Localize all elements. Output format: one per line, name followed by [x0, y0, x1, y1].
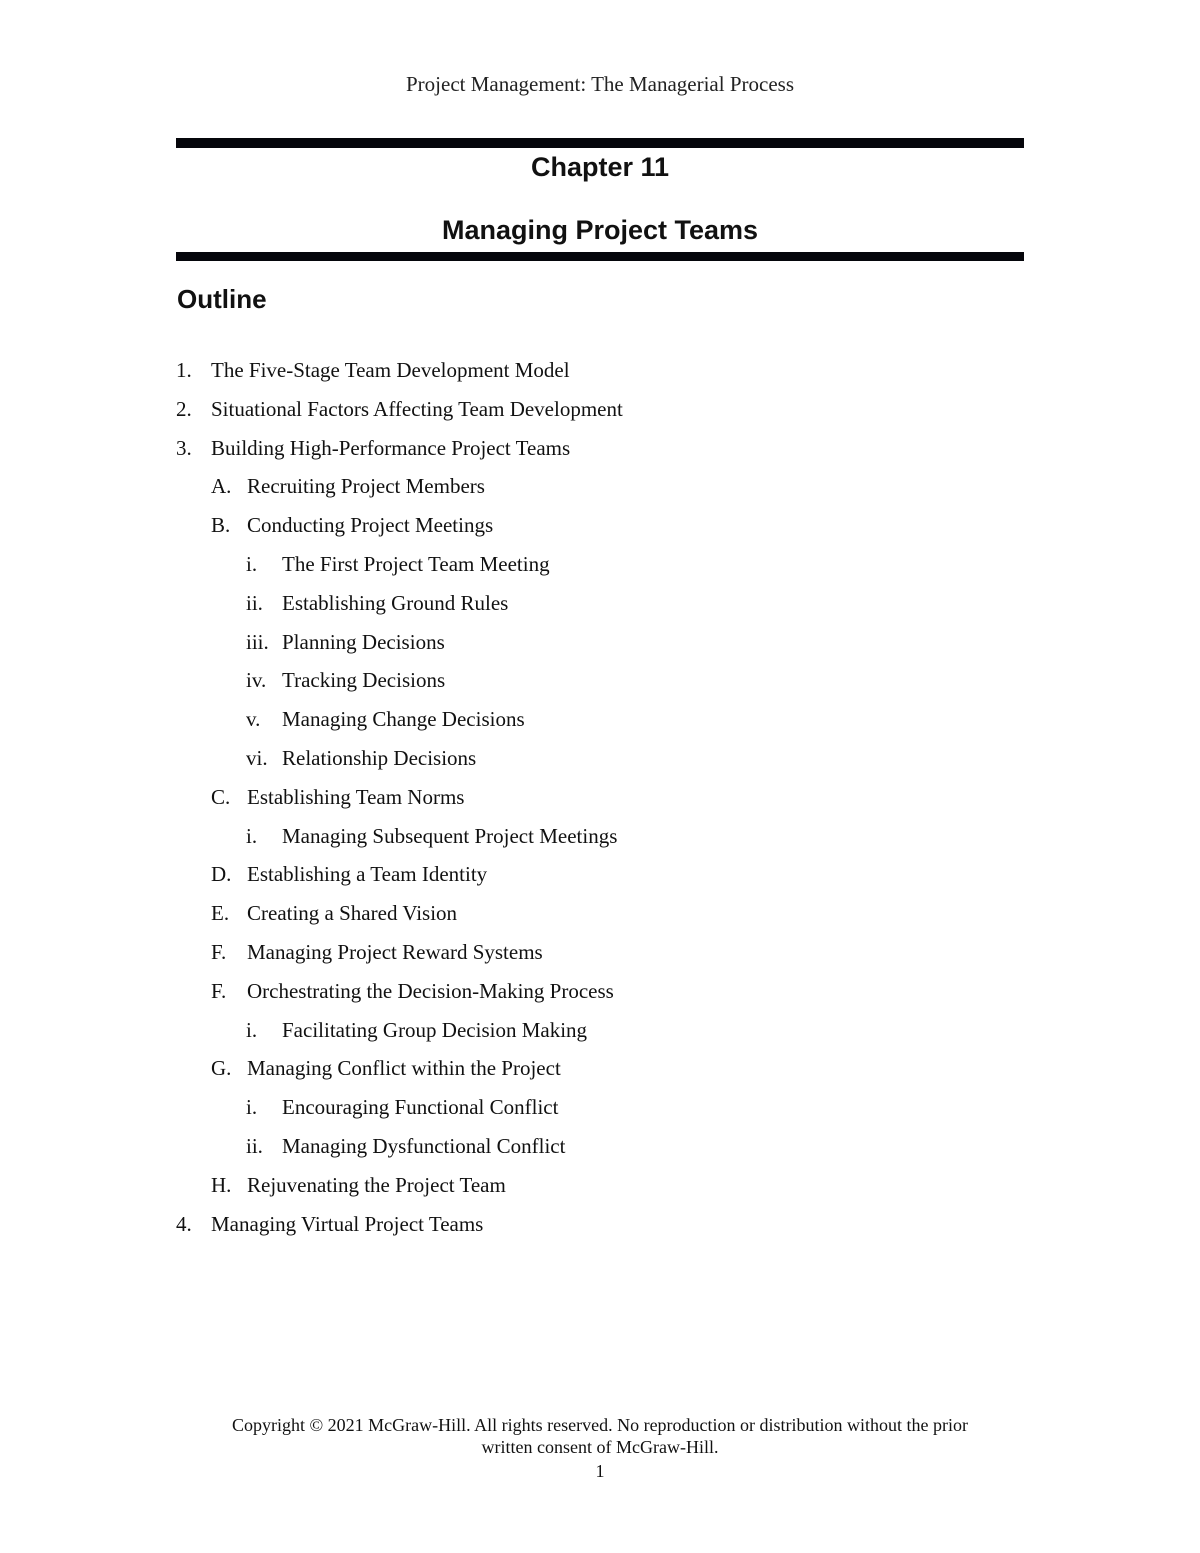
outline-item-text: Managing Project Reward Systems	[247, 939, 543, 964]
outline-item-text: The Five-Stage Team Development Model	[211, 358, 570, 382]
title-rule-bottom	[176, 252, 1024, 261]
outline-item-marker: i.	[246, 1017, 258, 1042]
copyright-line-2: written consent of McGraw-Hill.	[481, 1437, 719, 1457]
outline-item-marker: v.	[246, 707, 261, 732]
running-header: Project Management: The Managerial Process	[406, 72, 794, 96]
page-footer	[0, 1414, 1200, 1482]
outline-item-text: Orchestrating the Decision-Making Process	[247, 978, 614, 1003]
outline-item-marker: A.	[211, 474, 232, 499]
outline-item-text: Managing Dysfunctional Conflict	[282, 1133, 566, 1158]
outline-item-marker: iv.	[246, 668, 267, 693]
outline-item-text: Situational Factors Affecting Team Development	[211, 396, 623, 421]
outline-item-marker: i.	[246, 551, 258, 576]
copyright-line-1: Copyright © 2021 McGraw-Hill. All rights reserved. No reproduction or distribution without the prior	[231, 1415, 969, 1435]
outline-item-text: Recruiting Project Members	[247, 474, 485, 499]
outline-item-marker: E.	[211, 901, 230, 926]
outline-item-marker: i.	[246, 823, 258, 848]
outline-item-text: Managing Change Decisions	[282, 707, 525, 732]
outline-item-text: Establishing Ground Rules	[282, 590, 509, 615]
outline-item-marker: ii.	[246, 590, 263, 615]
outline-item-text: Encouraging Functional Conflict	[282, 1095, 559, 1120]
outline-item-text: Managing Virtual Project Teams	[211, 1211, 484, 1236]
outline-item-marker: 1.	[176, 358, 192, 382]
outline-item-marker: B.	[211, 513, 231, 538]
chapter-number: Chapter 11	[530, 152, 670, 182]
outline-item-text: Relationship Decisions	[282, 745, 477, 770]
title-rule-top	[176, 138, 1024, 148]
outline-item-text: Managing Subsequent Project Meetings	[282, 823, 618, 848]
outline-item-marker: C.	[211, 784, 231, 809]
outline-item-marker: ii.	[246, 1133, 263, 1158]
page-number: 1	[595, 1461, 605, 1481]
outline-item-text: Establishing Team Norms	[247, 784, 465, 809]
outline-item-text: Tracking Decisions	[282, 668, 446, 693]
outline-item-marker: F.	[211, 939, 227, 964]
outline-item-text: Conducting Project Meetings	[247, 513, 494, 538]
outline-item-text: Rejuvenating the Project Team	[247, 1172, 506, 1197]
outline-item-marker: G.	[211, 1056, 232, 1081]
outline-item-marker: D.	[211, 862, 232, 887]
outline-item-marker: vi.	[246, 745, 268, 770]
outline-item-marker: iii.	[246, 629, 269, 654]
chapter-title: Managing Project Teams	[441, 215, 759, 245]
outline-item-text: Planning Decisions	[282, 629, 445, 654]
outline-item-text: Establishing a Team Identity	[247, 862, 488, 887]
outline-item-text: Building High-Performance Project Teams	[211, 435, 571, 460]
outline-item-marker: 3.	[176, 435, 192, 460]
outline-heading: Outline	[177, 284, 267, 314]
outline-item-marker: 2.	[176, 396, 192, 421]
outline-item-text: Facilitating Group Decision Making	[282, 1017, 588, 1042]
outline-item-text: Managing Conflict within the Project	[247, 1056, 561, 1081]
outline-item-text: The First Project Team Meeting	[282, 551, 550, 576]
outline-item-text: Creating a Shared Vision	[247, 901, 458, 926]
outline-item-marker: 4.	[176, 1211, 192, 1236]
outline-item-marker: i.	[246, 1095, 258, 1120]
outline-item-marker: F.	[211, 978, 227, 1003]
outline-item-marker: H.	[211, 1172, 232, 1197]
